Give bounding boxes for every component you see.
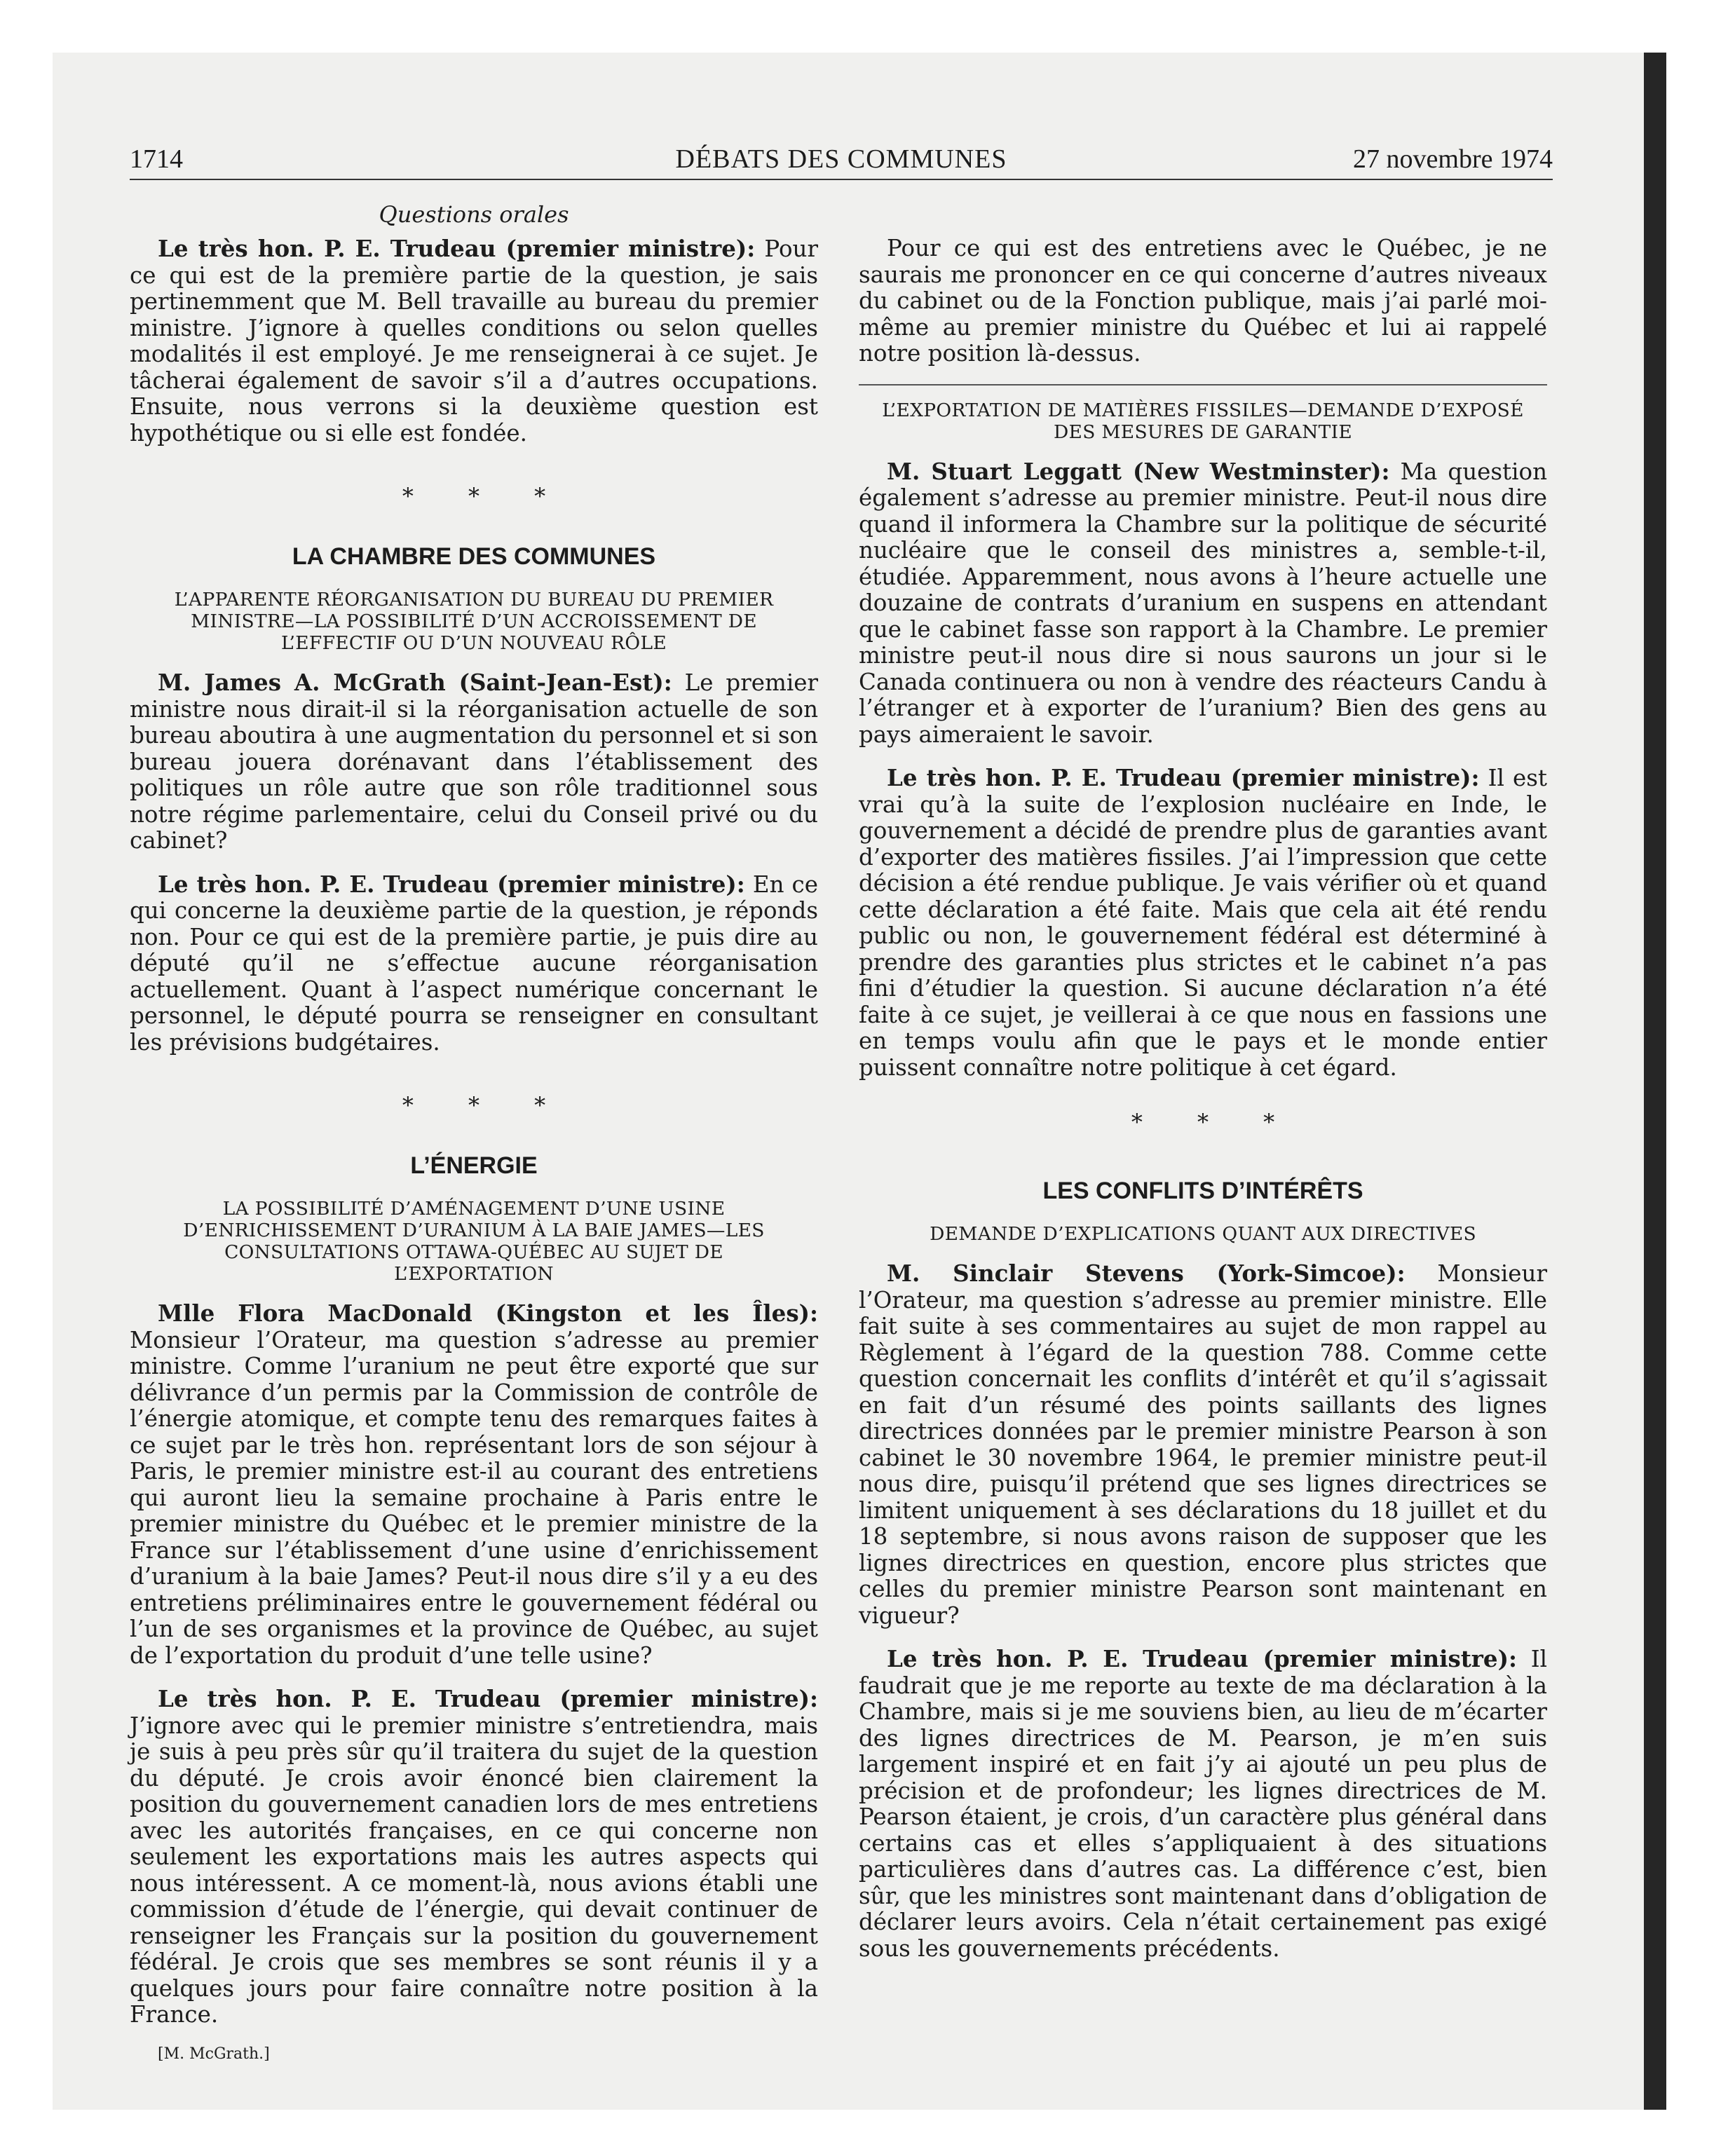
speaker-name: Mlle Flora MacDonald (Kingston et les Îles): xyxy=(158,1299,818,1327)
section-separator: * * * xyxy=(402,483,570,510)
paragraph xyxy=(130,1686,818,2028)
speech-text: Pour ce qui est de la première partie de la question, je sais pertinemment que M. Bell travaille au bureau du premier ministre. J’ignore à quelles conditions ou selon quelles modalités il est employé. Je me renseignerai à ce sujet. Je tâcherai également de savoir s’il a d’autres occupations. Ensuite, nous verrons si la deuxième question est hypothétique ou si elle est fondée. xyxy=(130,236,818,446)
section-title: LA CHAMBRE DES COMMUNES xyxy=(292,543,656,570)
paragraph xyxy=(859,765,1547,1081)
paragraph xyxy=(859,1260,1547,1629)
scan-edge-shadow xyxy=(1644,53,1666,2110)
section-title: LES CONFLITS D’INTÉRÊTS xyxy=(1042,1178,1363,1204)
section-subtitle: L’APPARENTE RÉORGANISATION DU BUREAU DU PREMIER MINISTRE—LA POSSIBILITÉ D’UN ACCROISSEMENT DE L’EFFECTIF OU D’UN NOUVEAU RÔLE xyxy=(174,589,774,654)
section-subtitle: LA POSSIBILITÉ D’AMÉNAGEMENT D’UNE USINE D’ENRICHISSEMENT D’URANIUM À LA BAIE JAMES—LES CONSULTATIONS OTTAWA-QUÉBEC AU SUJET DE L’EXPORTATION xyxy=(183,1198,765,1285)
issue-date: 27 novembre 1974 xyxy=(1353,144,1553,174)
footnote-reference: [M. McGrath.] xyxy=(158,2045,270,2063)
speaker-name: M. Stuart Leggatt (New Westminster): xyxy=(887,457,1390,485)
speech-text: Pour ce qui est des entretiens avec le Québec, je ne saurais me prononcer en ce qui concerne d’autres niveaux du cabinet ou de la Fonction publique, mais j’ai parlé moi-même au premier ministre du Québec et lui ai rappelé notre position là-dessus. xyxy=(859,235,1547,367)
paragraph xyxy=(859,1646,1547,1962)
section-separator: * * * xyxy=(1131,1109,1299,1135)
speech-text: Ma question également s’adresse au premier ministre. Peut-il nous dire quand il informera la Chambre sur la politique de sécurité nucléaire que le conseil des ministres a, semble-t-il, étudiée. Apparemment, nous avons à l’heure actuelle une douzaine de contrats d’uranium en suspens en attendant que le cabinet fasse son rapport à la Chambre. Le premier ministre peut-il nous dire si nous saurons un jour si le Canada continuera ou non à vendre des réacteurs Candu à l’étranger et à exporter de l’uranium? Bien des gens au pays aimeraient le savoir. xyxy=(859,458,1547,748)
section-subtitle: L’EXPORTATION DE MATIÈRES FISSILES—DEMANDE D’EXPOSÉ DES MESURES DE GARANTIE xyxy=(882,399,1524,443)
speaker-name: Le très hon. P. E. Trudeau (premier ministre): xyxy=(887,1645,1517,1672)
speech-text: En ce qui concerne la deuxième partie de la question, je réponds non. Pour ce qui est de la première partie, je puis dire au député qu’il ne s’effectue aucune réorganisation actuellement. Quant à l’aspect numérique concernant le personnel, le député pourra se renseigner en consultant les prévisions budgétaires. xyxy=(130,871,818,1056)
paragraph xyxy=(859,458,1547,749)
speech-text: Le premier ministre nous dirait-il si la réorganisation actuelle de son bureau aboutira à une augmentation du personnel et si son bureau jouera dorénavant dans l’établissement des politiques un rôle autre que son rôle traditionnel sous notre régime parlementaire, celui du Conseil privé ou du cabinet? xyxy=(130,669,818,854)
speech-text: Monsieur l’Orateur, ma question s’adresse au premier ministre. Comme l’uranium ne peut être exporté que sur délivrance d’un permis par la Commission de contrôle de l’énergie atomique, et compte tenu des remarques faites à ce sujet par le très hon. représentant lors de son séjour à Paris, le premier ministre est-il au courant des entretiens qui auront lieu la semaine prochaine à Paris entre le premier ministre du Québec et le premier ministre de la France sur l’établissement d’une usine d’enrichissement d’uranium à la baie James? Peut-il nous dire s’il y a eu des entretiens préliminaires entre le gouvernement fédéral ou l’un de ses organismes et la province de Québec, au sujet de l’exportation du produit d’une telle usine? xyxy=(130,1326,818,1669)
section-separator: * * * xyxy=(402,1092,570,1119)
right-column xyxy=(859,195,1547,1979)
speaker-name: M. James A. McGrath (Saint-Jean-Est): xyxy=(158,669,672,696)
speech-text: Il faudrait que je me reporte au texte de ma déclaration à la Chambre, mais si je me souviens bien, au lieu de m’écarter des lignes directrices de M. Pearson, je m’en suis largement inspiré et en fait j’y ai ajouté un peu plus de précision et de profondeur; les lignes directrices de M. Pearson étaient, je crois, d’un caractère plus général dans certains cas et elles s’appliquaient à des situations particulières dans d’autres cas. La différence c’est, bien sûr, que les ministres sont maintenant dans d’obligation de déclarer leurs avoirs. Cela n’était certainement pas exigé sous les gouvernements précédents. xyxy=(859,1646,1547,1962)
section-title: L’ÉNERGIE xyxy=(410,1152,538,1179)
speech-text: J’ignore avec qui le premier ministre s’entretiendra, mais je suis à peu près sûr qu’il traitera du sujet de la question du député. Je crois avoir énoncé bien clairement la position du gouvernement canadien lors de mes entretiens avec les autorités françaises, en ce qui concerne non seulement les exportations mais les autres aspects qui nous intéressent. A ce moment-là, nous avions établi une commission d’étude de l’énergie, qui devait continuer de renseigner les Français sur la position du gouvernement fédéral. Je crois que ses membres se sont réunis il y a quelques jours pour faire connaître notre position à la France. xyxy=(130,1712,818,2028)
speaker-name: Le très hon. P. E. Trudeau (premier ministre): xyxy=(887,764,1480,791)
paragraph xyxy=(859,236,1547,367)
page-number: 1714 xyxy=(130,144,183,174)
paragraph xyxy=(130,871,818,1056)
paragraph xyxy=(130,236,818,446)
divider-rule xyxy=(859,384,1547,386)
publication-title: DÉBATS DES COMMUNES xyxy=(675,144,1007,174)
section-subtitle: DEMANDE D’EXPLICATIONS QUANT AUX DIRECTIVES xyxy=(930,1223,1476,1245)
speaker-name: Le très hon. P. E. Trudeau (premier ministre): xyxy=(158,1685,818,1712)
paragraph xyxy=(130,1300,818,1669)
speaker-name: Le très hon. P. E. Trudeau (premier ministre): xyxy=(158,235,756,262)
speech-text: Il est vrai qu’à la suite de l’explosion nucléaire en Inde, le gouvernement a décidé de prendre plus de garanties avant d’exporter des matières fissiles. J’ai l’impression que cette décision a été rendue publique. Je vais vérifier où et quand cette déclaration a été faite. Mais que cela ait été rendu public ou non, le gouvernement fédéral est déterminé à prendre des garanties plus strictes et le cabinet n’a pas fini d’étudier la question. Si aucune déclaration n’a été faite à ce sujet, je veillerai à ce que nous en fassions une en temps voulu afin que le pays et le monde entier puissent connaître notre politique à cet égard. xyxy=(859,765,1547,1081)
speaker-name: Le très hon. P. E. Trudeau (premier ministre): xyxy=(158,870,745,898)
left-column xyxy=(130,195,818,2063)
section-label-oral-questions: Questions orales xyxy=(379,201,569,228)
speech-text: Monsieur l’Orateur, ma question s’adresse au premier ministre. Elle fait suite à ses commentaires au sujet de mon rappel au Règlement à l’égard de la question 788. Comme cette question concernait les conflits d’intérêt et qu’il s’agissait en fait d’un résumé des points saillants des lignes directrices données par le premier ministre Pearson à son cabinet le 30 novembre 1964, le premier ministre peut-il nous dire, puisqu’il prétend que ses lignes directrices se limitent uniquement à ses déclarations du 18 juillet et du 18 septembre, si nous avons raison de supposer que les lignes directrices en question, encore plus strictes que celles du premier ministre Pearson sont maintenant en vigueur? xyxy=(859,1260,1547,1629)
paragraph xyxy=(130,669,818,854)
page-header xyxy=(130,144,1553,180)
speaker-name: M. Sinclair Stevens (York-Simcoe): xyxy=(887,1260,1406,1287)
